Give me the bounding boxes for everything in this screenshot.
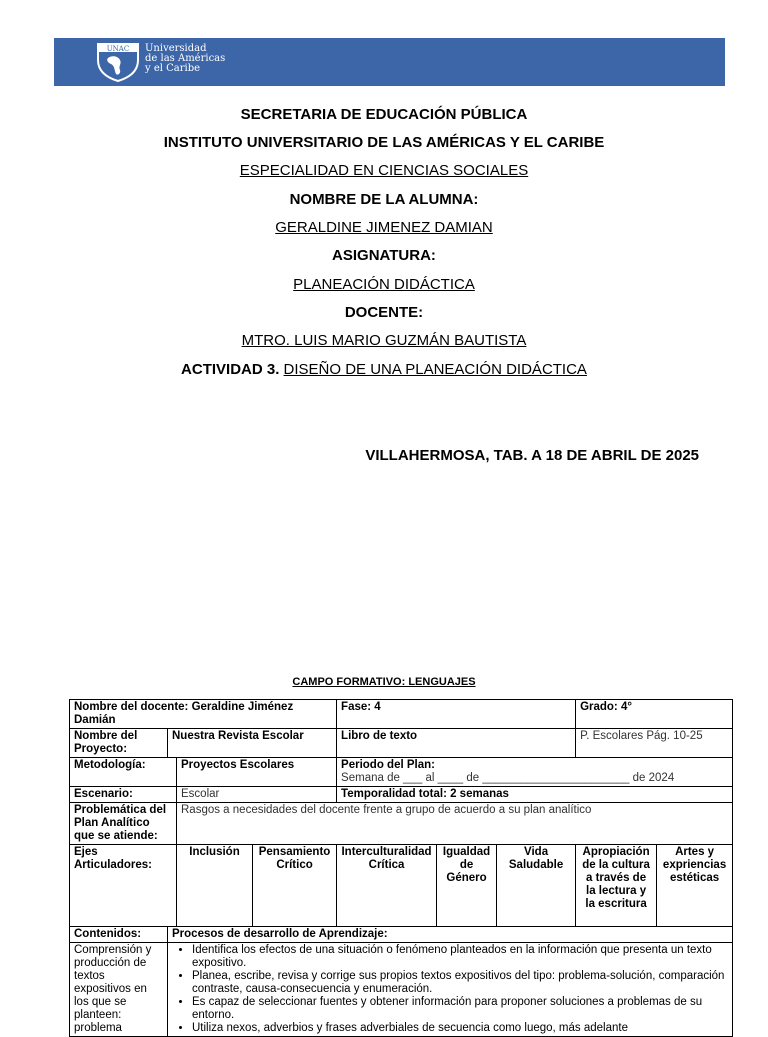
periodo-value: Semana de ___ al ____ de _______________________ de 2024: [341, 772, 675, 784]
table-row: [70, 700, 733, 729]
eje-pensamiento-critico: Pensamiento Crítico: [253, 845, 337, 927]
university-shield-icon: [96, 42, 140, 82]
table-row: [70, 787, 733, 803]
logo-line-1: Universidad: [145, 43, 207, 54]
temporalidad-cell: Temporalidad total: 2 semanas: [337, 787, 733, 803]
alumna-name: GERALDINE JIMENEZ DAMIAN: [275, 219, 493, 236]
campo-formativo-title: CAMPO FORMATIVO: LENGUAJES: [292, 676, 476, 688]
logo-line-2: de las Américas: [145, 53, 226, 64]
university-banner: [54, 38, 725, 86]
metodologia-value: Proyectos Escolares: [177, 758, 337, 787]
procesos-label: Procesos de desarrollo de Aprendizaje:: [168, 927, 733, 943]
contenido-text: Comprensión y producción de textos expositivos en los que se planteen: problema: [70, 943, 168, 1037]
ejes-label: Ejes Articuladores:: [70, 845, 177, 927]
procesos-list: [172, 944, 728, 1035]
actividad-label: ACTIVIDAD 3.: [181, 361, 280, 378]
table-row: [70, 845, 733, 927]
eje-artes: Artes y exprіencias estéticas: [657, 845, 733, 927]
libro-value: P. Escolares Pág. 10-25: [576, 729, 733, 758]
alumna-label: NOMBRE DE LA ALUMNA:: [289, 191, 479, 208]
secretaria-heading: SECRETARIA DE EDUCACIÓN PÚBLICA: [240, 106, 528, 123]
periodo-label: Periodo del Plan:: [341, 759, 435, 771]
table-row: [70, 943, 733, 1037]
list-item: • Es capaz de seleccionar fuentes y obtener información para proponer soluciones a problemas de su entorno.: [192, 996, 728, 1022]
table-row: [70, 729, 733, 758]
university-name: [145, 44, 225, 74]
place-date: VILLAHERMOSA, TAB. A 18 DE ABRIL DE 2025: [365, 447, 699, 464]
proyecto-value: Nuestra Revista Escolar: [168, 729, 337, 758]
problematica-label: Problemática del Plan Analítico que se atiende:: [70, 803, 177, 845]
docente-name: MTRO. LUIS MARIO GUZMÁN BAUTISTA: [241, 332, 527, 349]
asignatura-label: ASIGNATURA:: [332, 247, 436, 264]
instituto-heading: INSTITUTO UNIVERSITARIO DE LAS AMÉRICAS Y EL CARIBE: [163, 134, 605, 151]
eje-apropiacion-cultura: Apropiación de la cultura a través de la lectura y la escritura: [576, 845, 657, 927]
especialidad-text: ESPECIALIDAD EN CIENCIAS SOCIALES: [239, 162, 529, 179]
metodologia-label: Metodología:: [70, 758, 177, 787]
logo-line-3: y el Caribe: [145, 63, 201, 74]
actividad-line: [0, 361, 768, 379]
table-row: [70, 758, 733, 787]
eje-inclusion: Inclusión: [177, 845, 253, 927]
eje-igualdad-genero: Igualdad de Género: [437, 845, 497, 927]
table-row: [70, 927, 733, 943]
list-item: • Planea, escribe, revisa y corrige sus propios textos expositivos del tipo: problema-solución, comparación contraste, causa-consecuencia y enumeración.: [192, 970, 728, 996]
list-item: • Identifica los efectos de una situación o fenómeno planteados en la información que presenta un texto expositivo.: [192, 944, 728, 970]
libro-label: Libro de texto: [337, 729, 576, 758]
list-item: • Utiliza nexos, adverbios y frases adverbiales de secuencia como luego, más adelante: [192, 1022, 728, 1035]
proyecto-label: Nombre del Proyecto:: [70, 729, 168, 758]
actividad-name: DISEÑO DE UNA PLANEACIÓN DIDÁCTICA: [283, 361, 587, 378]
eje-interculturalidad: Interculturalidad Crítica: [337, 845, 437, 927]
periodo-cell: [337, 758, 733, 787]
procesos-list-cell: [168, 943, 733, 1037]
asignatura-name: PLANEACIÓN DIDÁCTICA: [293, 276, 475, 293]
planning-table: [69, 699, 733, 1037]
escenario-label: Escenario:: [70, 787, 177, 803]
contenidos-label: Contenidos:: [70, 927, 168, 943]
grado-cell: Grado: 4°: [576, 700, 733, 729]
fase-cell: Fase: 4: [337, 700, 576, 729]
table-row: [70, 803, 733, 845]
escenario-value: Escolar: [177, 787, 337, 803]
logo-acronym: UNAC: [106, 45, 130, 53]
docente-label: DOCENTE:: [344, 304, 424, 321]
eje-vida-saludable: Vida Saludable: [497, 845, 576, 927]
problematica-value: Rasgos a necesidades del docente frente a grupo de acuerdo a su plan analítico: [177, 803, 733, 845]
docente-cell: Nombre del docente: Geraldine Jiménez Damián: [70, 700, 337, 729]
